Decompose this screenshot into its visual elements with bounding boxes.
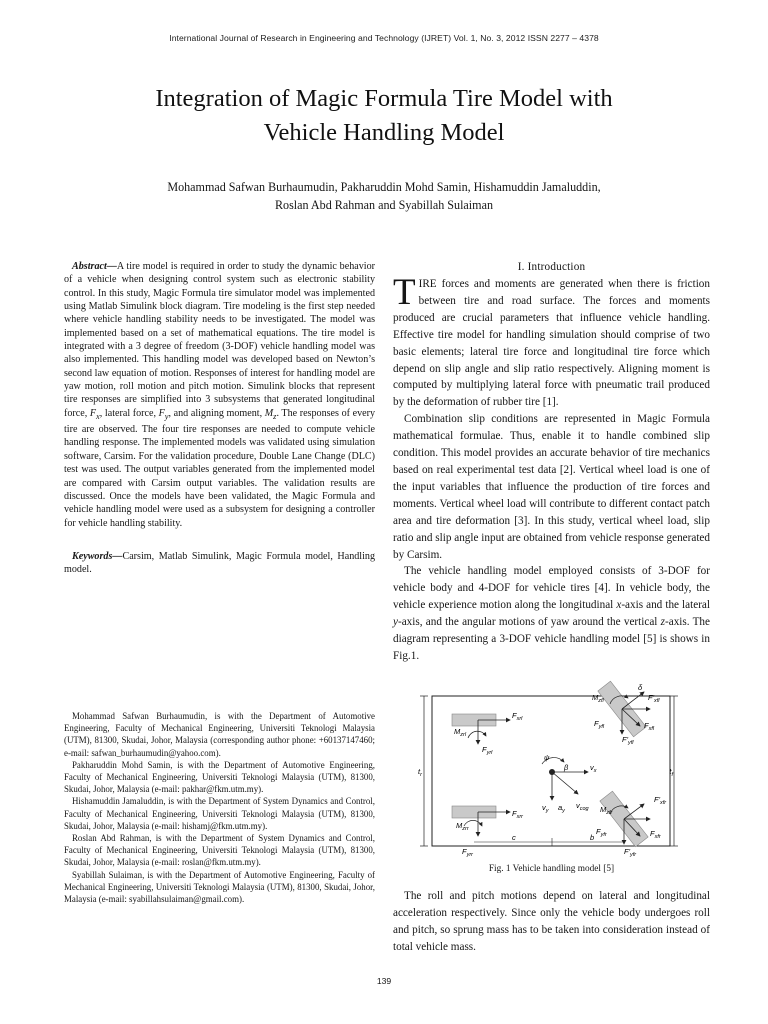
- intro-paragraph-4: The roll and pitch motions depend on lateral and longitudinal acceleration respectively. Since only the vehicle body undergoes roll and pitch, so sprung mass has to be taken into consideration instead of total vehicle mass.: [393, 890, 710, 953]
- label-beta: β: [564, 763, 569, 772]
- keywords: [64, 550, 375, 577]
- label-fyfl: $F_{yfl}$: [594, 719, 605, 730]
- label-fyfr-prime: $F'_{yfr}$: [624, 847, 637, 858]
- intro-paragraph-1: TIRE forces and moments are generated when there is friction between tire and road surface. The forces and moments produced are crucial parameters that influence vehicle handling. Effective tire model for handling simulation should comprise of two basic elements; lateral tire force and longitudinal tire force which depend on slip angle and slip ratio respectively. Aligning moment is computed by multiplying lateral force with pneumatic trail produced by the deformation of rubber tire [1].: [393, 272, 710, 409]
- footnote: Mohammad Safwan Burhaumudin, is with the Department of Automotive Engineering, Faculty of Mechanical Engineering, Universiti Teknologi Malaysia (UTM), 81300, Skudai, Johor, Malaysia (corresponding author phone: +60137147460; e-mail: safwan_burhaumudin@yahoo.com).: [64, 711, 375, 758]
- author-line-2: Roslan Abd Rahman and Syabillah Sulaiman: [274, 198, 493, 212]
- label-delta: δ: [638, 683, 643, 692]
- running-head: International Journal of Research in Engineering and Technology (IJRET) Vol. 1, No. 3, 2012 ISSN 2277 – 4378: [169, 33, 599, 43]
- label-fyrl: $F_{yrl}$: [482, 745, 493, 756]
- label-mzrl: $M_{zrl}$: [454, 727, 467, 738]
- symbol-mz: $M_z$: [264, 407, 277, 421]
- label-vy: $v_y$: [542, 803, 549, 814]
- vehicle-handling-diagram: [418, 678, 680, 862]
- label-ay: $a_y$: [558, 803, 565, 814]
- symbol-fy: $F_y$: [158, 407, 169, 421]
- label-c: c: [512, 833, 516, 842]
- keywords-text: Carsim, Matlab Simulink, Magic Formula model, Handling model.: [64, 550, 375, 576]
- label-fxrr: $F_{xrr}$: [512, 809, 524, 820]
- abstract-text-1: A tire model is required in order to study the dynamic behavior of a vehicle when designing control system such as electronic stability control. In this study, Magic Formula tire simulator model was implemented using Matlab Simulink block diagram. Tire modeling is the first step needed where vehicle handling stability needs to be investigated. The model was implemented based on a set of mathematical equations. The tire model is integrated with a 3 degree of freedom (3-DOF) vehicle handling model was also implemented. This handling model was developed based on Newton’s second law equation of motion. Responses of interest for handling model are yaw motion, roll motion and pitch motion. Simulink blocks that represent tire responses are simplified into 3 subsystems that generated longitudinal force,: [64, 261, 375, 419]
- author-list: [100, 178, 668, 214]
- keywords-label: Keywords—: [72, 550, 123, 562]
- left-column: [64, 260, 375, 577]
- abstract-text-2: , lateral force,: [99, 407, 159, 419]
- label-b: b: [590, 833, 595, 842]
- abstract-text-4: . The responses of every tire are observed. The four tire responses are needed to compute vehicle handling response. The implemented models was validated using simulation software, Carsim. For the validation procedure, Double Lane Change (DLC) test was used. The output variables generated from the implemented model are compared with Carsim output variables. The validation results are discussed. Once the models have been validated, the Magic Formula and vehicle handling model were used as a subsystem for designing a controller for vehicle handling stability.: [64, 407, 375, 529]
- abstract-text-3: , and aligning moment,: [168, 407, 265, 419]
- footnote: Pakharuddin Mohd Samin, is with the Department of Automotive Engineering, Faculty of Mechanical Engineering, Universiti Teknologi Malaysia (UTM), 81300, Skudai, Johor, Malaysia (e-mail: pakhar@fkm.utm.my).: [64, 759, 375, 795]
- right-column-continued: [393, 888, 710, 956]
- label-fxrl: $F_{xrl}$: [512, 711, 523, 722]
- moment-arc: [468, 731, 486, 738]
- section-heading: I. Introduction: [517, 261, 586, 273]
- label-tr: $t_r$: [418, 767, 422, 778]
- label-vx: $v_x$: [590, 763, 597, 774]
- paper-title-line-1: Integration of Magic Formula Tire Model with: [155, 85, 613, 112]
- label-fxfr: $F_{xfr}$: [650, 829, 661, 840]
- label-fxfl: $F_{xfl}$: [644, 721, 655, 732]
- label-vcog: $v_{cog}$: [576, 801, 589, 812]
- abstract-label: Abstract—: [72, 261, 117, 272]
- label-mzrr: $M_{zrr}$: [456, 821, 469, 832]
- label-fyfr: $F_{yfr}$: [596, 827, 607, 838]
- paper-title: [60, 82, 708, 150]
- footnote: Syabillah Sulaiman, is with the Department of Automotive Engineering, Faculty of Mechanical Engineering, Universiti Teknologi Malaysia (UTM), 81300, Skudai, Johor, Malaysia (e-mail: syabillahsulaiman@gmail.com).: [64, 869, 375, 905]
- label-fyfl-prime: $F'_{yfl}$: [622, 735, 634, 746]
- paper-title-line-2: Vehicle Handling Model: [263, 119, 505, 146]
- label-fxfr-prime: $F'_{xfr}$: [654, 795, 667, 806]
- label-mzfr: $M_{zfr}$: [600, 805, 613, 816]
- label-fyrr: $F_{yrr}$: [462, 847, 474, 858]
- footnote: Roslan Abd Rahman, is with the Department of System Dynamics and Control, Faculty of Mechanical Engineering, Universiti Teknologi Malaysia (UTM), 81300, Skudai, Johor, Malaysia (e-mail: roslan@fkm.utm.my).: [64, 833, 375, 868]
- symbol-fx: $F_x$: [89, 407, 100, 421]
- page-number: 139: [376, 976, 392, 986]
- velocity-arrow: [552, 772, 578, 794]
- label-fxfl-prime: $F'_{xfl}$: [648, 693, 660, 704]
- label-tf: $t_f$: [669, 767, 673, 778]
- intro-paragraph-3: The vehicle handling model employed consists of 3-DOF for vehicle body and 4-DOF for vehicle tires [4]. In vehicle body, the vehicle experience motion along the longitudinal x-axis and the lateral y-axis, and the angular motions of yaw around the vertical z-axis. The diagram representing a 3-DOF vehicle handling model [5] is shows in Fig.1.: [393, 565, 710, 662]
- label-mzfl: $M_{zfl}$: [592, 693, 604, 704]
- intro-paragraph-2: Combination slip conditions are represented in Magic Formula mathematical formulae. Thus, enable it to handle combined slip condition. This model provides an accurate behavior of tire mechanics based on real experimental test data [2]. Vertical wheel load is one of the input variables that influence the production of tire forces and moments. Vertical wheel load will contribute to different contact patch area and tire deformation [3]. In this study, vertical wheel load, slip ratio and slip angle input are obtained from vehicle response generated by Carsim.: [393, 413, 710, 561]
- drop-cap: T: [393, 272, 416, 313]
- author-line-1: Mohammad Safwan Burhaumudin, Pakharuddin Mohd Samin, Hishamuddin Jamaluddin,: [167, 180, 601, 194]
- right-column: [393, 260, 710, 665]
- author-footnotes: [64, 710, 375, 905]
- footnote: Hishamuddin Jamaluddin, is with the Department of System Dynamics and Control, Faculty of Mechanical Engineering, Universiti Teknologi Malaysia (UTM), 81300, Skudai, Johor, Malaysia (e-mail: hishamj@fkm.utm.my).: [64, 796, 375, 831]
- abstract: [64, 260, 375, 530]
- figure-caption: Fig. 1 Vehicle handling model [5]: [488, 864, 615, 874]
- label-psi: ψ: [544, 753, 550, 762]
